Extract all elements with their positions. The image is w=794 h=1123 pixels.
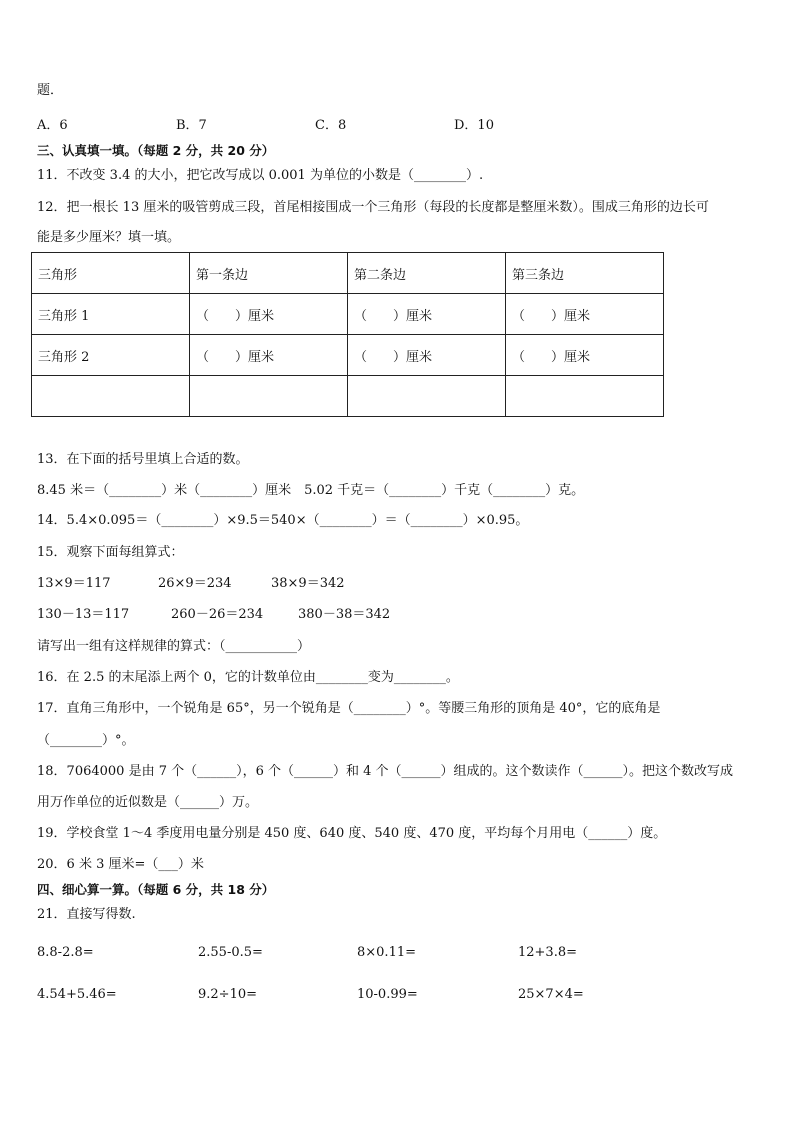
calc-item: 2.55-0.5= xyxy=(198,945,263,960)
equation: 38×9＝342 xyxy=(271,576,345,591)
equation: 130－13＝117 xyxy=(37,607,130,622)
calc-item: 4.54+5.46= xyxy=(37,987,117,1002)
section3-title: 三、认真填一填。（每题 2 分，共 20 分） xyxy=(37,143,275,158)
question-14: 14．5.4×0.095＝（________）×9.5＝540×（________）＝（________）×0.95。 xyxy=(37,513,529,528)
equation: 26×9＝234 xyxy=(158,576,232,591)
table-header-cell: 第三条边 xyxy=(506,253,664,294)
table-cell: （ ）厘米 xyxy=(348,294,506,335)
table-cell xyxy=(32,376,190,417)
question-13-title: 13．在下面的括号里填上合适的数。 xyxy=(37,452,249,467)
question-17-line1: 17．直角三角形中，一个锐角是 65°，另一个锐角是（________）°。等腰三角形的顶角是 40°，它的底角是 xyxy=(37,701,661,716)
table-cell: 三角形 1 xyxy=(32,294,190,335)
table-header-cell: 三角形 xyxy=(32,253,190,294)
question-17-line2: （________）°。 xyxy=(37,733,135,748)
calc-item: 8×0.11= xyxy=(357,945,417,960)
equation: 260－26＝234 xyxy=(171,607,264,622)
question-13-line: 8.45 米＝（________）米（________）厘米 5.02 千克＝（________）千克（________）克。 xyxy=(37,483,585,498)
calc-item: 9.2÷10= xyxy=(198,987,258,1002)
calc-item: 8.8-2.8= xyxy=(37,945,94,960)
question-18-line2: 用万作单位的近似数是（______）万。 xyxy=(37,795,259,810)
option-d: D．10 xyxy=(454,118,494,133)
option-b: B．7 xyxy=(176,118,207,133)
table-cell xyxy=(348,376,506,417)
question-18-line1: 18．7064000 是由 7 个（______），6 个（______）和 4 个（______）组成的。这个数读作（______）。把这个数改写成 xyxy=(37,764,734,779)
table-row xyxy=(32,376,664,417)
option-c: C．8 xyxy=(315,118,347,133)
question-tail: 题． xyxy=(37,83,64,98)
question-20: 20．6 米 3 厘米=（___）米 xyxy=(37,857,204,872)
question-12-line1: 12．把一根长 13 厘米的吸管剪成三段，首尾相接围成一个三角形（每段的长度都是整厘米数）。围成三角形的边长可 xyxy=(37,200,709,215)
table-header-row xyxy=(32,253,664,294)
table-cell xyxy=(506,376,664,417)
section4-title: 四、细心算一算。（每题 6 分，共 18 分） xyxy=(37,882,275,897)
table-cell: （ ）厘米 xyxy=(506,335,664,376)
table-cell: （ ）厘米 xyxy=(348,335,506,376)
calc-item: 25×7×4= xyxy=(518,987,584,1002)
table-row xyxy=(32,335,664,376)
question-11: 11．不改变 3.4 的大小，把它改写成以 0.001 为单位的小数是（________）. xyxy=(37,168,484,183)
question-19: 19．学校食堂 1～4 季度用电量分别是 450 度、640 度、540 度、470 度，平均每个月用电（______）度。 xyxy=(37,826,667,841)
triangle-table xyxy=(31,252,664,417)
table-row xyxy=(32,294,664,335)
table-cell: （ ）厘米 xyxy=(190,294,348,335)
option-a: A．6 xyxy=(37,118,68,133)
question-16: 16．在 2.5 的末尾添上两个 0，它的计数单位由________变为________。 xyxy=(37,670,459,685)
question-12-line2: 能是多少厘米？填一填。 xyxy=(37,230,181,245)
calc-item: 12+3.8= xyxy=(518,945,578,960)
equation: 380－38＝342 xyxy=(298,607,391,622)
table-cell: （ ）厘米 xyxy=(190,335,348,376)
table-cell: （ ）厘米 xyxy=(506,294,664,335)
question-15-ask: 请写出一组有这样规律的算式：（___________） xyxy=(37,639,311,654)
table-cell: 三角形 2 xyxy=(32,335,190,376)
question-21-title: 21．直接写得数. xyxy=(37,907,136,922)
table-header-cell: 第一条边 xyxy=(190,253,348,294)
table-cell xyxy=(190,376,348,417)
equation: 13×9＝117 xyxy=(37,576,111,591)
table-header-cell: 第二条边 xyxy=(348,253,506,294)
calc-item: 10-0.99= xyxy=(357,987,418,1002)
question-15-title: 15．观察下面每组算式： xyxy=(37,545,184,560)
